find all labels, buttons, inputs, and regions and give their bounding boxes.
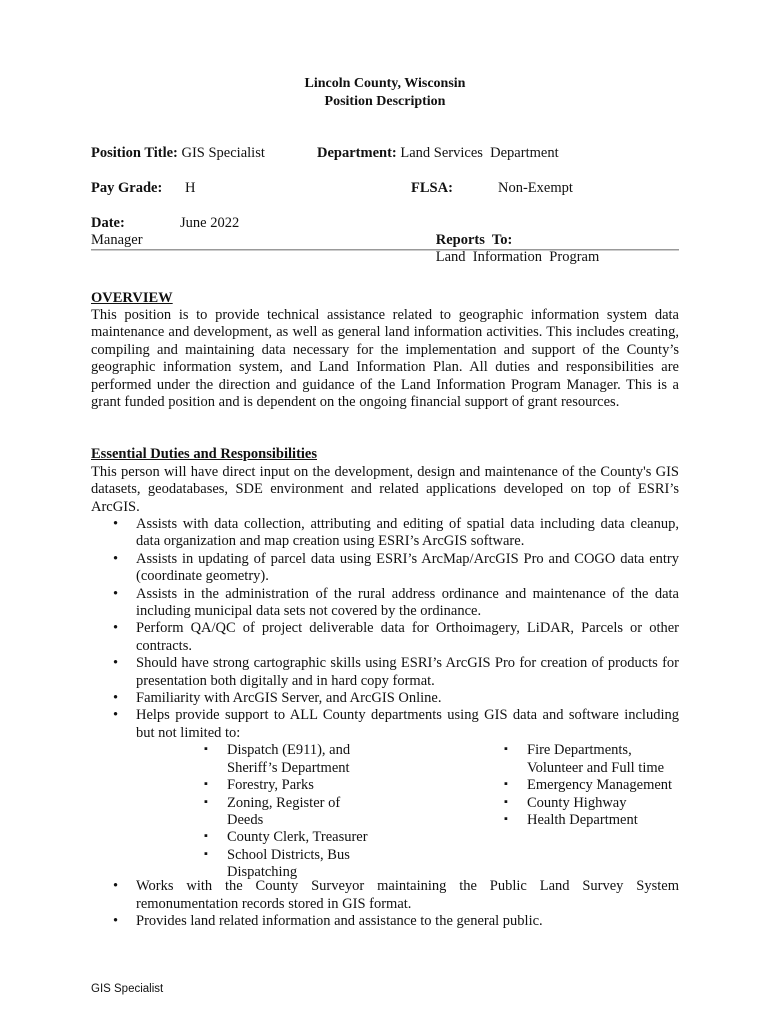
department-item: ▪ Emergency Management — [504, 777, 679, 794]
duty-item: • Assists with data collection, attributing and editing of spatial data including data cleanup, data organization and map creation using ESRI’s ArcGIS software. — [91, 516, 679, 551]
document-subtitle: Position Description — [324, 94, 446, 109]
duties-list — [91, 516, 679, 931]
position-title-value: GIS Specialist — [181, 145, 265, 161]
position-title-row — [91, 145, 679, 162]
duties-intro: This person will have direct input on the development, design and maintenance of the County's GIS datasets, geodatabases, SDE environment and related applications developed on top of ESRI’s ArcGIS. — [91, 464, 679, 515]
duty-item: • Should have strong cartographic skills using ESRI’s ArcGIS Pro for creation of products for presentation both digitally and in hard copy format. — [91, 655, 679, 690]
document-title: Lincoln County, Wisconsin — [304, 76, 466, 91]
department-item: ▪ Fire Departments, Volunteer and Full time — [504, 742, 679, 777]
date-value: June 2022 — [180, 215, 240, 231]
overview-heading: OVERVIEW — [91, 290, 173, 306]
reports-to-continuation: Manager — [91, 232, 143, 248]
department-value: Land Services Department — [400, 145, 559, 161]
date-label: Date: — [91, 215, 125, 231]
page-footer: GIS Specialist — [91, 983, 164, 995]
duties-heading: Essential Duties and Responsibilities — [91, 446, 318, 462]
department-item: ▪ Health Department — [504, 812, 679, 829]
duty-item: • Works with the County Surveyor maintaining the Public Land Survey System remonumentation records stored in GIS format. — [91, 878, 679, 913]
header-divider — [91, 249, 679, 251]
reports-to-value: Land Information Program — [435, 249, 600, 265]
overview-text: This position is to provide technical assistance related to geographic information system data maintenance and development, as well as general land information activities. This includes creating, compiling and maintaining data necessary for the implementation and support of the County’s geographic information system, and Land Information Plan. All duties and responsibilities are performed under the direction and guidance of the Land Information Program Manager. This is a grant funded position and is dependent on the ongoing financial support of grant resources. — [91, 307, 679, 411]
pay-grade-row — [91, 180, 679, 197]
reports-to-label: Reports To: — [435, 232, 513, 248]
department-item: ▪ Dispatch (E911), and Sheriff’s Department — [204, 742, 379, 777]
department-item: ▪ School Districts, Bus Dispatching — [204, 847, 379, 882]
department-item: ▪ County Highway — [504, 795, 679, 812]
duty-item: • Assists in the administration of the rural address ordinance and maintenance of the data including municipal data sets not covered by the ordinance. — [91, 586, 679, 621]
pay-grade-label: Pay Grade: — [91, 180, 163, 196]
departments-columns — [91, 742, 679, 881]
department-label: Department: — [317, 145, 397, 161]
department-item: ▪ County Clerk, Treasurer — [204, 829, 379, 846]
duty-item: • Perform QA/QC of project deliverable data for Orthoimagery, LiDAR, Parcels or other contracts. — [91, 620, 679, 655]
department-item: ▪ Zoning, Register of Deeds — [204, 795, 379, 830]
departments-left-list — [204, 742, 379, 881]
flsa-label: FLSA: — [411, 180, 453, 196]
duty-item: • Familiarity with ArcGIS Server, and ArcGIS Online. — [91, 690, 679, 707]
department-item: ▪ Forestry, Parks — [204, 777, 379, 794]
duty-item: • Assists in updating of parcel data using ESRI’s ArcMap/ArcGIS Pro and COGO data entry (coordinate geometry). — [91, 551, 679, 586]
pay-grade-value: H — [185, 180, 196, 196]
departments-right-list — [504, 742, 679, 829]
flsa-value: Non-Exempt — [498, 180, 573, 196]
duty-item: • Provides land related information and assistance to the general public. — [91, 913, 679, 930]
duty-item: • Helps provide support to ALL County departments using GIS data and software including but not limited to: — [91, 707, 679, 742]
position-title-label: Position Title: — [91, 145, 178, 161]
